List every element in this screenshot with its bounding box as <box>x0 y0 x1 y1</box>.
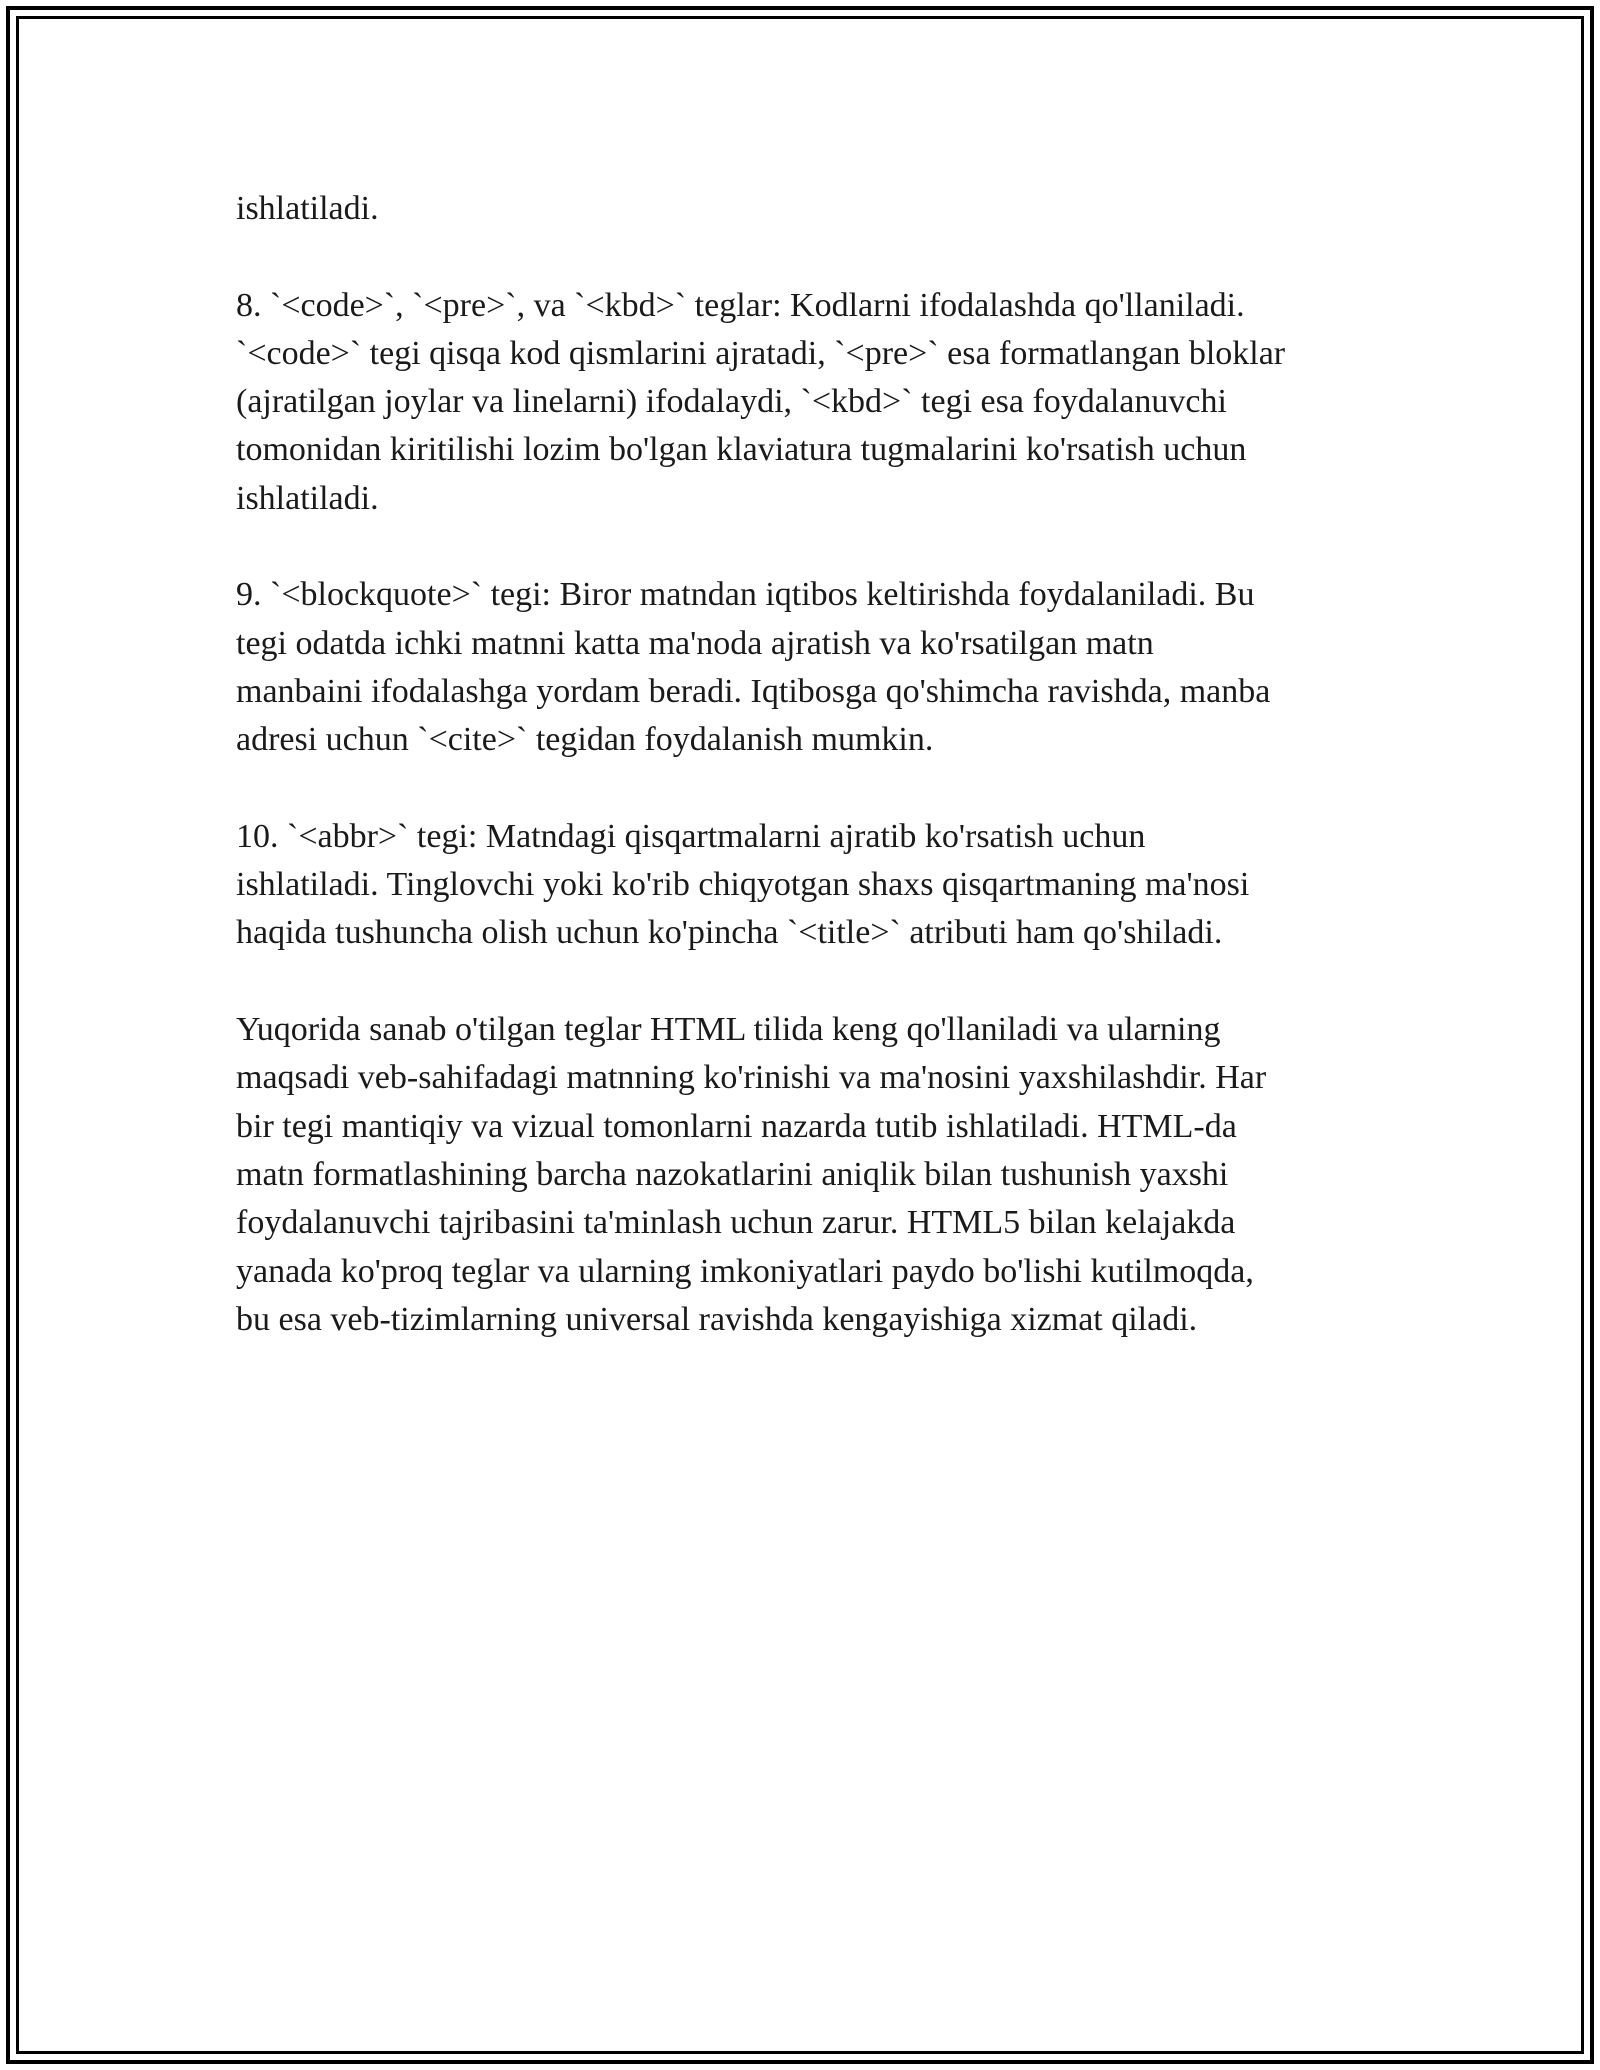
text-line: haqida tushuncha olish uchun ko'pincha `<title>` atributi ham qo'shiladi. <box>236 914 1223 952</box>
text-line: tegi odatda ichki matnni katta ma'noda ajratish va ko'rsatilgan matn <box>236 624 1154 662</box>
text-line: yanada ko'proq teglar va ularning imkoniyatlari paydo bo'lishi kutilmoqda, <box>236 1252 1254 1290</box>
document-body <box>236 185 1386 1392</box>
text-line: matn formatlashining barcha nazokatlarini aniqlik bilan tushunish yaxshi <box>236 1155 1229 1193</box>
text-line: ishlatiladi. Tinglovchi yoki ko'rib chiqyotgan shaxs qisqartmaning ma'nosi <box>236 866 1250 904</box>
paragraph-blockquote <box>236 571 1386 764</box>
text-line: ishlatiladi. <box>236 479 379 517</box>
text-line: 8. `<code>`, `<pre>`, va `<kbd>` teglar: Kodlarni ifodalashda qo'llaniladi. <box>236 286 1245 324</box>
text-line: `<code>` tegi qisqa kod qismlarini ajratadi, `<pre>` esa formatlangan bloklar <box>236 334 1286 372</box>
text-line: maqsadi veb-sahifadagi matnning ko'rinishi va ma'nosini yaxshilashdir. Har <box>236 1059 1267 1097</box>
text-line: bu esa veb-tizimlarning universal ravishda kengayishiga xizmat qiladi. <box>236 1300 1198 1338</box>
text-line: 9. `<blockquote>` tegi: Biror matndan iqtibos keltirishda foydalaniladi. Bu <box>236 576 1255 614</box>
paragraph-abbr <box>236 813 1386 958</box>
text-line: (ajratilgan joylar va linelarni) ifodalaydi, `<kbd>` tegi esa foydalanuvchi <box>236 383 1227 421</box>
text-line: ishlatiladi. <box>236 190 379 227</box>
text-line: adresi uchun `<cite>` tegidan foydalanish mumkin. <box>236 721 934 759</box>
paragraph-conclusion <box>236 1006 1386 1344</box>
text-line: foydalanuvchi tajribasini ta'minlash uchun zarur. HTML5 bilan kelajakda <box>236 1204 1236 1242</box>
text-line: Yuqorida sanab o'tilgan teglar HTML tilida keng qo'llaniladi va ularning <box>236 1011 1221 1049</box>
text-line: manbaini ifodalashga yordam beradi. Iqtibosga qo'shimcha ravishda, manba <box>236 672 1271 710</box>
text-line: bir tegi mantiqiy va vizual tomonlarni nazarda tutib ishlatiladi. HTML-da <box>236 1107 1237 1145</box>
text-line: 10. `<abbr>` tegi: Matndagi qisqartmalarni ajratib ko'rsatish uchun <box>236 817 1146 855</box>
paragraph-continuation <box>236 185 1386 233</box>
paragraph-code-pre-kbd <box>236 282 1386 523</box>
text-line: tomonidan kiritilishi lozim bo'lgan klaviatura tugmalarini ko'rsatish uchun <box>236 431 1247 469</box>
